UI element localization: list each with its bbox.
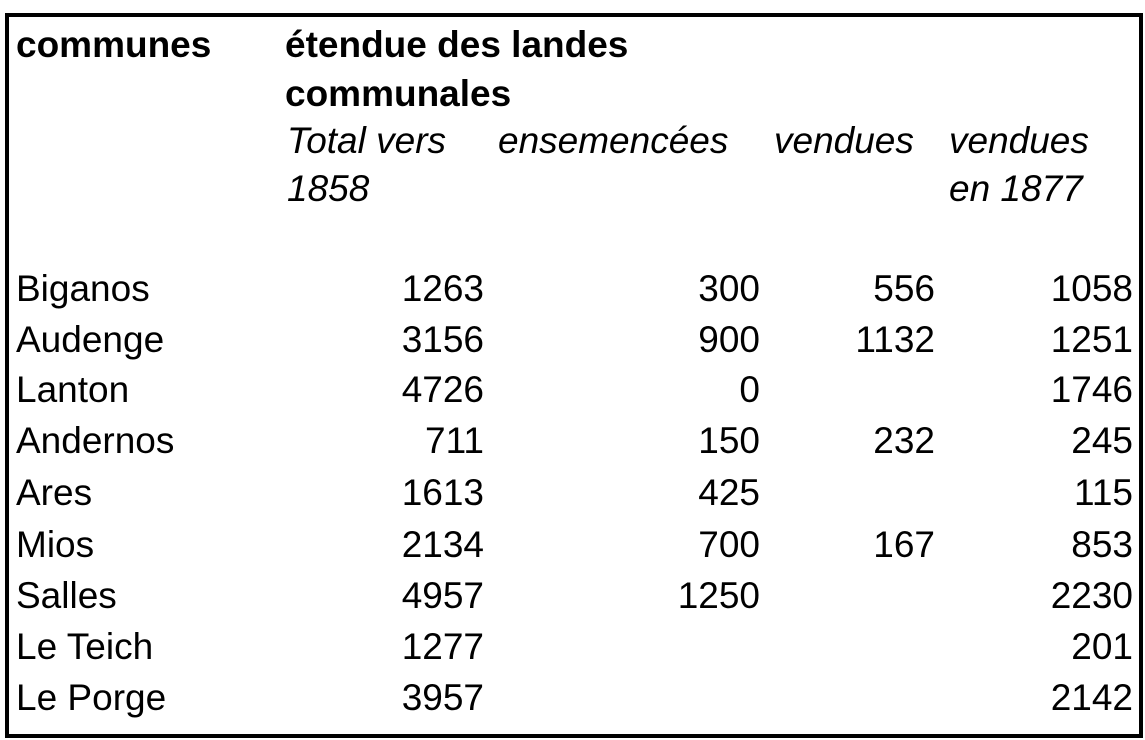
- cell-commune: Andernos: [16, 420, 175, 461]
- cell-total: 1613: [401, 472, 484, 513]
- cell-ensemencees: 150: [698, 420, 760, 461]
- cell-ensemencees: 425: [698, 472, 760, 513]
- cell-total: 3156: [401, 319, 484, 360]
- header-total-line2: 1858: [287, 168, 370, 209]
- cell-commune: Le Teich: [16, 626, 154, 667]
- header-vendues-1877-line1: vendues: [949, 120, 1089, 161]
- cell-commune: Audenge: [16, 319, 165, 360]
- cell-commune: Ares: [16, 472, 93, 513]
- cell-vendues: 232: [873, 420, 935, 461]
- header-vendues: vendues: [774, 120, 914, 161]
- cell-total: 3957: [401, 677, 484, 718]
- cell-vendues-1877: 2142: [1050, 677, 1133, 718]
- cell-ensemencees: 0: [739, 369, 760, 410]
- cell-ensemencees: 900: [698, 319, 760, 360]
- header-etendue-line1: étendue des landes: [285, 24, 629, 65]
- cell-total: 2134: [401, 524, 484, 565]
- cell-vendues: 556: [873, 268, 935, 309]
- cell-total: 1263: [401, 268, 484, 309]
- header-communes: communes: [16, 24, 212, 65]
- cell-vendues-1877: 115: [1074, 472, 1133, 513]
- header-ensemencees: ensemencées: [498, 120, 729, 161]
- cell-commune: Biganos: [16, 268, 150, 309]
- cell-vendues-1877: 1746: [1050, 369, 1133, 410]
- cell-total: 711: [425, 420, 484, 461]
- cell-commune: Le Porge: [16, 677, 167, 718]
- cell-commune: Lanton: [16, 369, 130, 410]
- cell-vendues: 167: [873, 524, 935, 565]
- cell-vendues-1877: 201: [1071, 626, 1133, 667]
- cell-ensemencees: 1250: [677, 575, 760, 616]
- cell-vendues: 1132: [855, 319, 935, 360]
- cell-commune: Salles: [16, 575, 117, 616]
- cell-total: 4726: [401, 369, 484, 410]
- cell-commune: Mios: [16, 524, 95, 565]
- cell-vendues-1877: 245: [1071, 420, 1133, 461]
- cell-vendues-1877: 1251: [1050, 319, 1133, 360]
- header-total-line1: Total vers: [287, 120, 447, 161]
- cell-total: 1277: [401, 626, 484, 667]
- header-etendue-line2: communales: [285, 73, 512, 114]
- cell-ensemencees: 300: [698, 268, 760, 309]
- cell-total: 4957: [401, 575, 484, 616]
- cell-ensemencees: 700: [698, 524, 760, 565]
- header-vendues-1877-line2: en 1877: [949, 168, 1083, 209]
- cell-vendues-1877: 853: [1071, 524, 1133, 565]
- cell-vendues-1877: 2230: [1050, 575, 1133, 616]
- cell-vendues-1877: 1058: [1050, 268, 1133, 309]
